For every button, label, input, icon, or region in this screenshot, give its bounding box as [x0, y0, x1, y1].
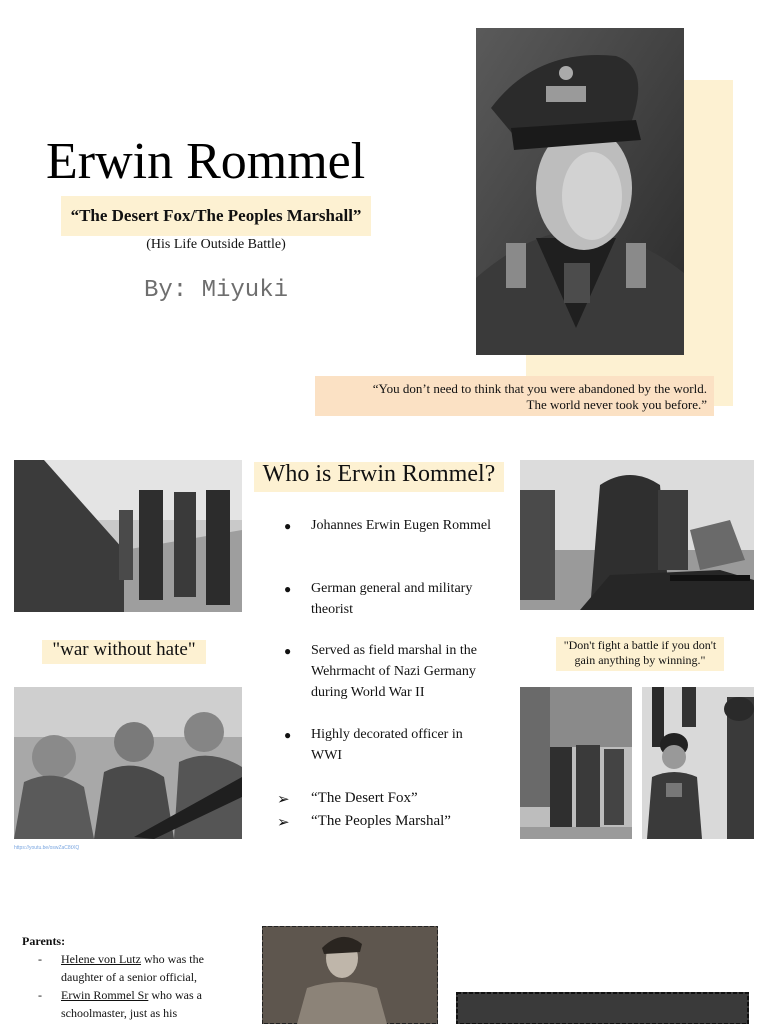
rommel-portrait-photo: [476, 28, 684, 355]
bullet-icon: ●: [284, 582, 292, 596]
machine-gun-crew-photo: [520, 460, 754, 610]
parent-desc-line: daughter of a senior official,: [61, 970, 198, 984]
arrow-bullet-icon: ➢: [277, 792, 290, 808]
rommel-with-flags-photo: [642, 687, 754, 839]
arrow-bullet-icon: ➢: [277, 815, 290, 831]
officers-walking-photo: [520, 687, 632, 839]
parent-desc: who was the: [140, 952, 204, 966]
bullet-item: Johannes Erwin Eugen Rommel: [311, 518, 492, 533]
dash-bullet-icon: -: [38, 988, 42, 1002]
bullet-icon: ●: [284, 519, 292, 533]
parents-heading: Parents:: [22, 934, 66, 948]
officers-group-photo: [14, 687, 242, 839]
parent-name: Erwin Rommel Sr: [61, 988, 149, 1002]
bullet-icon: ●: [284, 728, 292, 742]
parent-item: [61, 952, 204, 967]
nickname: “The Desert Fox/The Peoples Marshall”: [70, 206, 362, 225]
quote-line-1: “You don’t need to think that you were abandoned by the world.: [372, 381, 707, 396]
parent-desc-line: schoolmaster, just as his: [61, 1006, 178, 1020]
parent-name: Helene von Lutz: [61, 952, 141, 966]
bottom-photo: [456, 992, 749, 1024]
author-credit: By: Miyuki: [143, 277, 289, 304]
battle-quote-line-1: "Don't fight a battle if you don't: [563, 638, 717, 652]
section-heading: Who is Erwin Rommel?: [262, 461, 496, 487]
war-without-hate-caption: "war without hate": [52, 639, 196, 660]
bullet-item: German general and military theorist: [311, 581, 473, 617]
nickname-item: “The Peoples Marshal”: [311, 813, 451, 829]
young-rommel-photo: [262, 926, 438, 1024]
bullet-item: Served as field marshal in the Wehrmacht of Nazi Germany during World War II: [311, 643, 478, 700]
page-title: Erwin Rommel: [46, 133, 366, 190]
parent-desc: who was a: [148, 988, 202, 1002]
marching-soldiers-photo: [14, 460, 242, 612]
bullet-item: Highly decorated officer in WWI: [311, 727, 463, 763]
bullet-icon: ●: [284, 644, 292, 658]
source-link[interactable]: https://youtu.be/oswZaC8tXQ: [14, 845, 80, 851]
subtitle: (His Life Outside Battle): [146, 237, 286, 252]
parent-item: [61, 988, 202, 1003]
nickname-item: “The Desert Fox”: [311, 790, 418, 806]
battle-quote-line-2: gain anything by winning.": [574, 653, 706, 667]
dash-bullet-icon: -: [38, 952, 42, 966]
quote-line-2: The world never took you before.”: [526, 397, 707, 412]
